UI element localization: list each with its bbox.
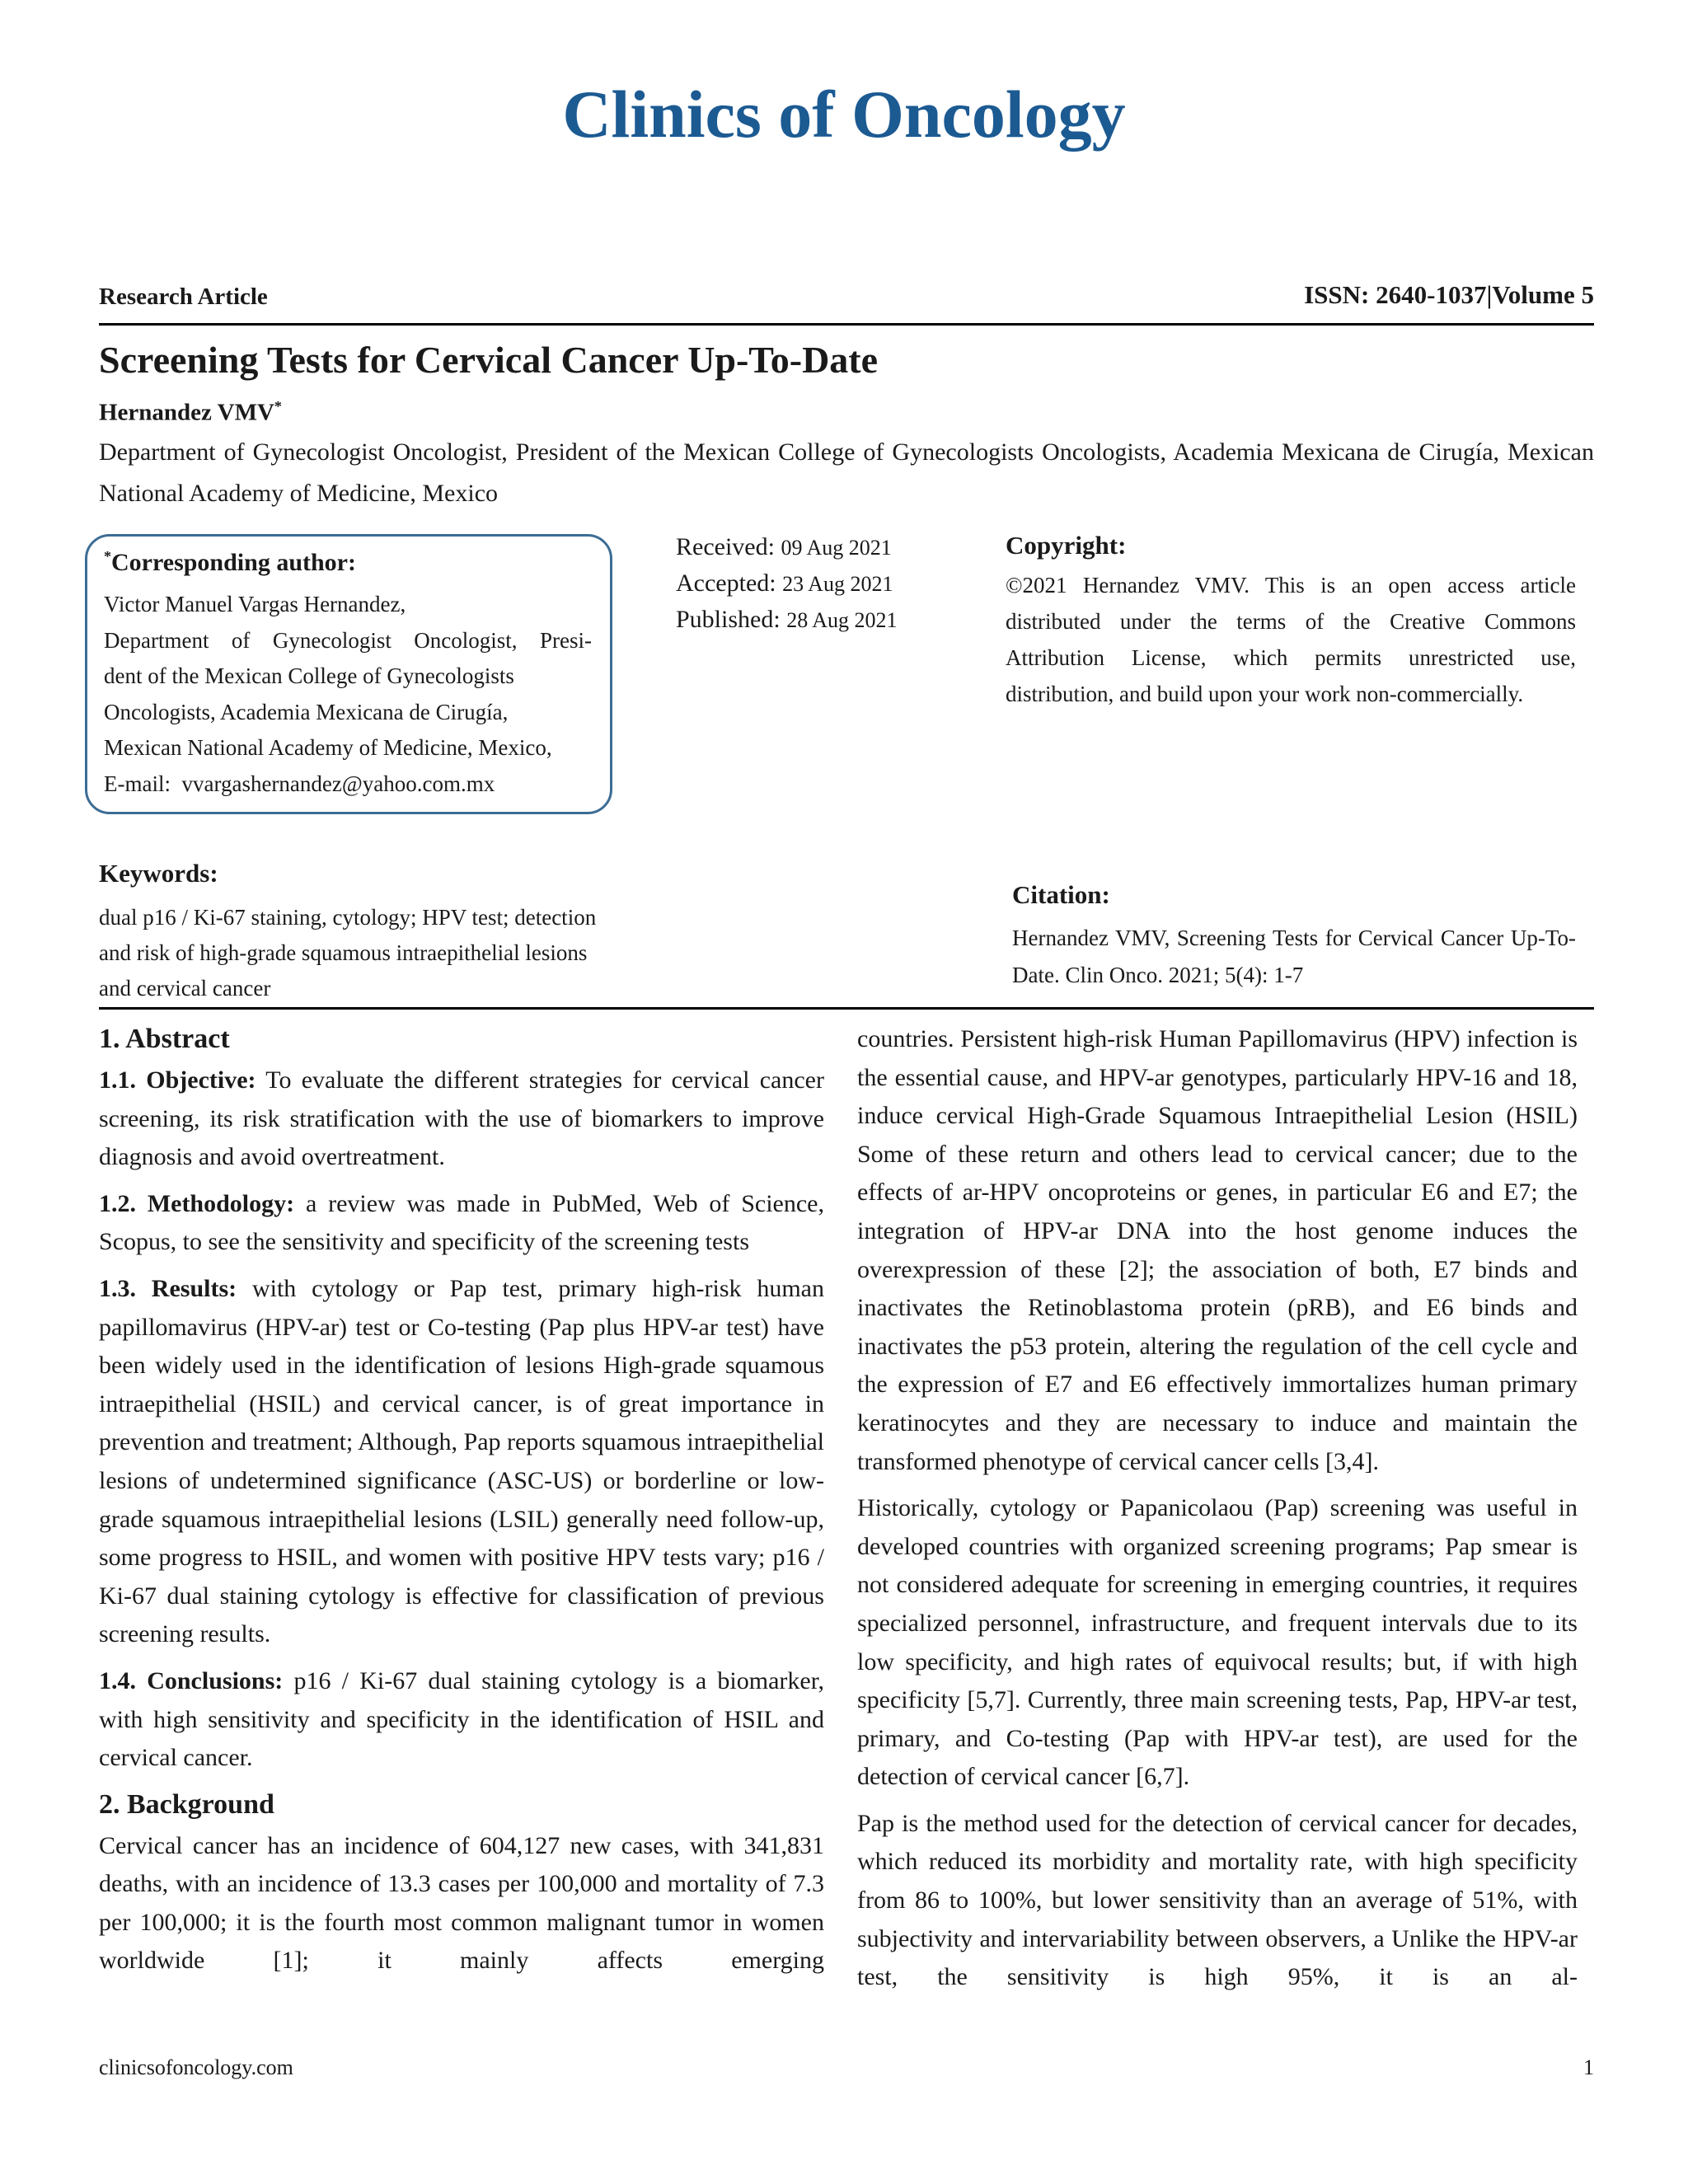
- background-paragraph-1-end: countries. Persistent high-risk Human Papillomavirus (HPV) infection is the essential cause, and HPV-ar genotypes, particularly HPV-16 and 18, induce cervical High-Grade Squamous Intraepithelial Lesion (HSIL) Some of these return and others lead to cervical cancer; due to the effects of ar-HPV oncoproteins or genes, in particular E6 and E7; the integration of HPV-ar DNA into the host genome induces the overexpression of these [2]; the association of both, E7 binds and inactivates the Retinoblastoma protein (pRB), and E6 binds and inactivates the p53 protein, altering the regulation of the cell cycle and the expression of E7 and E6 effectively immortalizes human primary keratinocytes and they are necessary to induce and maintain the transformed phenotype of cervical cancer cells [3,4].: [857, 1025, 1578, 1475]
- copyright-text: ©2021 Hernandez VMV. This is an open access article distributed under the terms of the Creative Commons Attribution License, which permits unrestricted use, distribution, and build upon your work non-commercially.: [1006, 573, 1576, 706]
- section-rule: [99, 1007, 1594, 1010]
- keywords-heading: Keywords:: [99, 859, 218, 888]
- right-column: [857, 1020, 1578, 2005]
- author-mark: *: [274, 398, 282, 415]
- corr-line: Oncologists, Academia Mexicana de Cirugía,: [104, 699, 509, 724]
- corr-email[interactable]: E-mail: vvargashernandez@yahoo.com.mx: [104, 771, 495, 796]
- corr-line: Mexican National Academy of Medicine, Mexico,: [104, 735, 552, 760]
- copyright-heading: Copyright:: [1006, 531, 1127, 560]
- corr-line: Department of Gynecologist Oncologist, Presi-: [104, 627, 592, 653]
- page-number: 1: [1583, 2055, 1594, 2079]
- abstract-heading: 1. Abstract: [99, 1024, 230, 1054]
- received-date: Received: 09 Aug 2021: [676, 533, 892, 560]
- citation-text: Hernandez VMV, Screening Tests for Cervical Cancer Up-To-Date. Clin Onco. 2021; 5(4): 1-7: [1012, 926, 1576, 987]
- background-paragraph-1-start: Cervical cancer has an incidence of 604,127 new cases, with 341,831 deaths, with an incidence of 13.3 cases per 100,000 and mortality of 7.3 per 100,000; it is the fourth most common malignant tumor in women worldwide [1]; it mainly affects emerging: [99, 1831, 824, 1975]
- abstract-methodology: 1.2. Methodology: a review was made in PubMed, Web of Science, Scopus, to see the sensitivity and specificity of the screening tests: [99, 1189, 824, 1256]
- article-dates: [676, 529, 898, 638]
- footer-website[interactable]: clinicsofoncology.com: [99, 2055, 293, 2079]
- abstract-conclusions: 1.4. Conclusions: p16 / Ki-67 dual staining cytology is a biomarker, with high sensitivity and specificity in the identification of HSIL and cervical cancer.: [99, 1666, 824, 1772]
- background-heading: 2. Background: [99, 1788, 274, 1820]
- background-paragraph-3: Pap is the method used for the detection of cervical cancer for decades, which reduced its morbidity and mortality rate, with high specificity from 86 to 100%, but lower sensitivity than an average of 51%, with subjectivity and intervariability between observers, a Unlike the HPV-ar test, the sensitivity is high 95%, it is an al-: [857, 1809, 1578, 1991]
- corresponding-author-heading: *Corresponding author:: [104, 548, 356, 576]
- article-type: Research Article: [99, 284, 268, 310]
- corr-line: Victor Manuel Vargas Hernandez,: [104, 592, 406, 616]
- author-affiliation: Department of Gynecologist Oncologist, President of the Mexican College of Gynecologists Oncologists, Academia Mexicana de Cirugía, Mexican National Academy of Medicine, Mexico: [99, 438, 1594, 507]
- abstract-objective: 1.1. Objective: To evaluate the different strategies for cervical cancer screening, its risk stratification with the use of biomarkers to improve diagnosis and avoid overtreatment.: [99, 1066, 824, 1171]
- abstract-results: 1.3. Results: with cytology or Pap test, primary high-risk human papillomavirus (HPV-ar) test or Co-testing (Pap plus HPV-ar test) have been widely used in the identification of lesions High-grade squamous intraepithelial (HSIL) and cervical cancer, is of great importance in prevention and treatment; Although, Pap reports squamous intraepithelial lesions of undetermined significance (ASC-US) or borderline or low-grade squamous intraepithelial lesions (LSIL) generally need follow-up, some progress to HSIL, and women with positive HPV tests vary; p16 / Ki-67 dual staining cytology is effective for classification of previous screening results.: [99, 1274, 824, 1648]
- corr-line: dent of the Mexican College of Gynecologists: [104, 663, 514, 688]
- corresponding-author-details: [104, 587, 592, 802]
- left-column: [99, 1020, 824, 1989]
- corresponding-author-box: [85, 534, 612, 814]
- keywords-text: dual p16 / Ki-67 staining, cytology; HPV test; detection and risk of high-grade squamous intraepithelial lesions and cervical cancer: [99, 905, 597, 1001]
- author-name: Hernandez VMV*: [99, 398, 282, 426]
- issn-volume: ISSN: 2640-1037|Volume 5: [1304, 280, 1594, 309]
- accepted-date: Accepted: 23 Aug 2021: [676, 569, 893, 597]
- journal-title: Clinics of Oncology: [562, 77, 1126, 152]
- citation-heading: Citation:: [1012, 880, 1110, 909]
- header-rule: [99, 323, 1594, 326]
- background-paragraph-2: Historically, cytology or Papanicolaou (Pap) screening was useful in developed countries with organized screening programs; Pap smear is not considered adequate for screening in emerging countries, it requires specialized personnel, infrastructure, and frequent intervals due to its low specificity, and high rates of equivocal results; but, if with high specificity [5,7]. Currently, three main screening tests, Pap, HPV-ar test, primary, and Co-testing (Pap with HPV-ar test), are used for the detection of cervical cancer [6,7].: [857, 1494, 1578, 1791]
- published-date: Published: 28 Aug 2021: [676, 606, 898, 633]
- article-title: Screening Tests for Cervical Cancer Up-To-Date: [99, 339, 879, 381]
